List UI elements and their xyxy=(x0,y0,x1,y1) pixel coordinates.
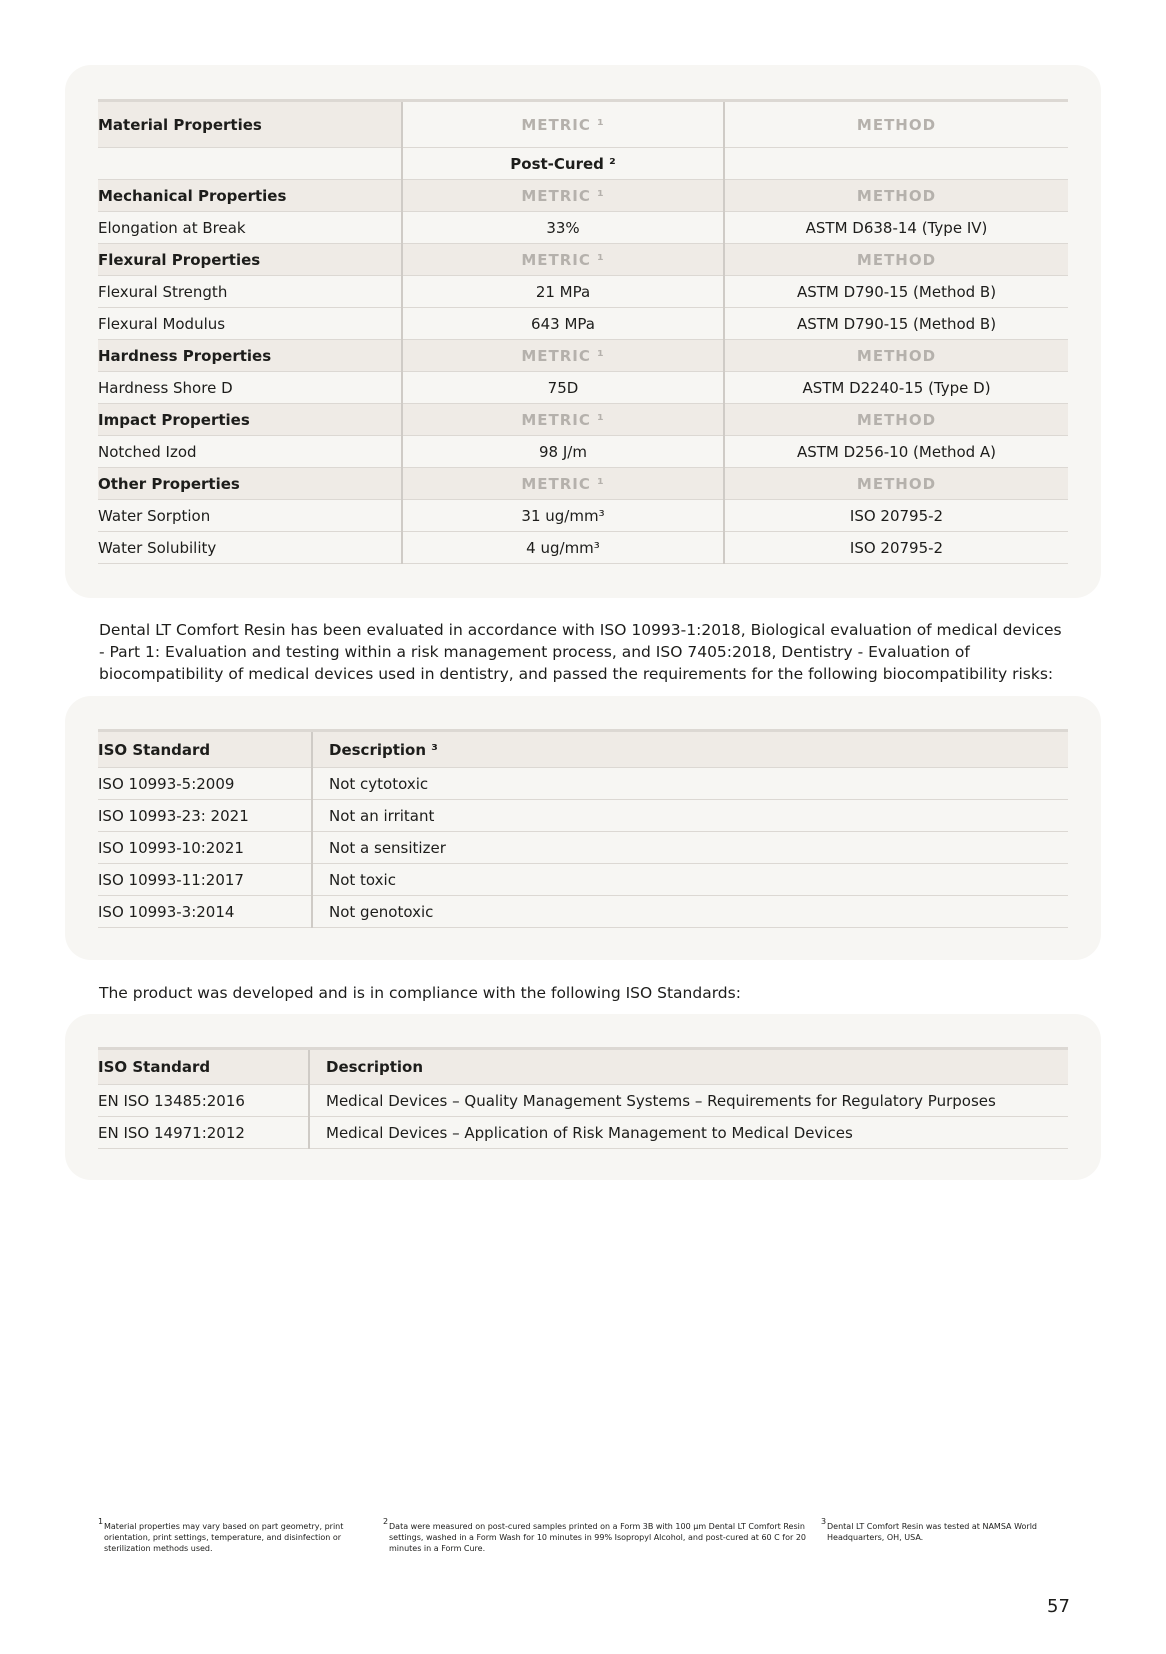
iso-standard-cell: ISO 10993-3:2014 xyxy=(98,896,312,928)
method-column-heading: METHOD xyxy=(724,468,1068,500)
property-method: ASTM D790-15 (Method B) xyxy=(724,276,1068,308)
section-header-row xyxy=(98,244,1068,276)
description-cell: Medical Devices – Application of Risk Management to Medical Devices xyxy=(309,1117,1068,1149)
footnote-mark: 1 xyxy=(98,1517,104,1526)
compliance-table xyxy=(98,1047,1068,1149)
material-properties-heading: Material Properties xyxy=(98,101,402,148)
footnote-mark: 3 xyxy=(821,1517,827,1526)
iso-standard-cell: ISO 10993-10:2021 xyxy=(98,832,312,864)
metric-column-heading: METRIC ¹ xyxy=(402,468,724,500)
method-column-heading: METHOD xyxy=(724,244,1068,276)
metric-column-heading: METRIC ¹ xyxy=(402,101,724,148)
property-method: ASTM D638-14 (Type IV) xyxy=(724,212,1068,244)
table-row xyxy=(98,896,1068,928)
method-column-heading: METHOD xyxy=(724,180,1068,212)
table-row xyxy=(98,436,1068,468)
table-row xyxy=(98,212,1068,244)
method-column-heading: METHOD xyxy=(724,404,1068,436)
section-heading: Impact Properties xyxy=(98,404,402,436)
description-cell: Medical Devices – Quality Management Systems – Requirements for Regulatory Purposes xyxy=(309,1085,1068,1117)
table-row xyxy=(98,308,1068,340)
table-header-row xyxy=(98,101,1068,148)
description-cell: Not cytotoxic xyxy=(312,768,1068,800)
description-heading: Description ³ xyxy=(312,731,1068,768)
property-value: 98 J/m xyxy=(402,436,724,468)
property-name: Flexural Strength xyxy=(98,276,402,308)
table-row xyxy=(98,276,1068,308)
metric-column-heading: METRIC ¹ xyxy=(402,180,724,212)
post-cured-row xyxy=(98,148,1068,180)
footnote-2 xyxy=(383,1517,809,1554)
biocompatibility-paragraph: Dental LT Comfort Resin has been evaluated in accordance with ISO 10993-1:2018, Biological evaluation of medical devices - Part 1: Evaluation and testing within a risk management process, and ISO 7405:2018, Dentistry - Evaluation of biocompatibility of medical devices used in dentistry, and passed the requirements for the following biocompatibility risks: xyxy=(99,621,1062,683)
footnote-3 xyxy=(821,1517,1067,1543)
description-cell: Not toxic xyxy=(312,864,1068,896)
iso-standard-cell: ISO 10993-23: 2021 xyxy=(98,800,312,832)
section-heading: Flexural Properties xyxy=(98,244,402,276)
table-row xyxy=(98,800,1068,832)
table-row xyxy=(98,500,1068,532)
property-name: Notched Izod xyxy=(98,436,402,468)
iso-standard-heading: ISO Standard xyxy=(98,1049,309,1085)
compliance-card xyxy=(65,1014,1101,1180)
iso-standard-cell: EN ISO 14971:2012 xyxy=(98,1117,309,1149)
table-row xyxy=(98,1117,1068,1149)
biocompatibility-card xyxy=(65,696,1101,960)
biocompatibility-table xyxy=(98,729,1068,928)
method-column-heading: METHOD xyxy=(724,340,1068,372)
iso-standard-heading: ISO Standard xyxy=(98,731,312,768)
property-value: 33% xyxy=(402,212,724,244)
property-method: ASTM D256-10 (Method A) xyxy=(724,436,1068,468)
property-name: Elongation at Break xyxy=(98,212,402,244)
material-properties-card xyxy=(65,65,1101,598)
property-method: ASTM D790-15 (Method B) xyxy=(724,308,1068,340)
footnote-1 xyxy=(98,1517,359,1554)
metric-column-heading: METRIC ¹ xyxy=(402,340,724,372)
compliance-header-row xyxy=(98,1049,1068,1085)
biocompatibility-header-row xyxy=(98,731,1068,768)
property-name: Water Sorption xyxy=(98,500,402,532)
compliance-paragraph: The product was developed and is in compliance with the following ISO Standards: xyxy=(99,984,741,1002)
description-heading: Description xyxy=(309,1049,1068,1085)
property-value: 21 MPa xyxy=(402,276,724,308)
section-heading: Mechanical Properties xyxy=(98,180,402,212)
description-cell: Not genotoxic xyxy=(312,896,1068,928)
iso-standard-cell: ISO 10993-5:2009 xyxy=(98,768,312,800)
description-cell: Not an irritant xyxy=(312,800,1068,832)
table-row xyxy=(98,768,1068,800)
table-row xyxy=(98,372,1068,404)
property-value: 75D xyxy=(402,372,724,404)
metric-column-heading: METRIC ¹ xyxy=(402,404,724,436)
property-method: ISO 20795-2 xyxy=(724,532,1068,564)
material-properties-table xyxy=(98,99,1068,564)
footnote-mark: 2 xyxy=(383,1517,389,1526)
property-value: 4 ug/mm³ xyxy=(402,532,724,564)
section-header-row xyxy=(98,468,1068,500)
page-number: 57 xyxy=(1047,1596,1070,1617)
method-column-heading: METHOD xyxy=(724,101,1068,148)
footnote-text: Data were measured on post-cured samples printed on a Form 3B with 100 µm Dental LT Comfort Resin settings, washed in a Form Wash for 10 minutes in 99% Isopropyl Alcohol, and post-cured at 60 C for 20 minutes in a Form Cure. xyxy=(389,1522,807,1553)
property-name: Hardness Shore D xyxy=(98,372,402,404)
table-row xyxy=(98,864,1068,896)
section-heading: Other Properties xyxy=(98,468,402,500)
section-heading: Hardness Properties xyxy=(98,340,402,372)
section-header-row xyxy=(98,404,1068,436)
property-name: Flexural Modulus xyxy=(98,308,402,340)
metric-column-heading: METRIC ¹ xyxy=(402,244,724,276)
section-header-row xyxy=(98,180,1068,212)
footnote-text: Material properties may vary based on part geometry, print orientation, print settings, temperature, and disinfection or sterilization methods used. xyxy=(104,1522,344,1553)
property-value: 643 MPa xyxy=(402,308,724,340)
iso-standard-cell: ISO 10993-11:2017 xyxy=(98,864,312,896)
table-row xyxy=(98,532,1068,564)
footnote-text: Dental LT Comfort Resin was tested at NAMSA World Headquarters, OH, USA. xyxy=(827,1522,1037,1542)
iso-standard-cell: EN ISO 13485:2016 xyxy=(98,1085,309,1117)
property-method: ISO 20795-2 xyxy=(724,500,1068,532)
property-method: ASTM D2240-15 (Type D) xyxy=(724,372,1068,404)
property-name: Water Solubility xyxy=(98,532,402,564)
section-header-row xyxy=(98,340,1068,372)
post-cured-heading: Post-Cured ² xyxy=(402,148,724,180)
property-value: 31 ug/mm³ xyxy=(402,500,724,532)
description-cell: Not a sensitizer xyxy=(312,832,1068,864)
table-row xyxy=(98,1085,1068,1117)
table-row xyxy=(98,832,1068,864)
